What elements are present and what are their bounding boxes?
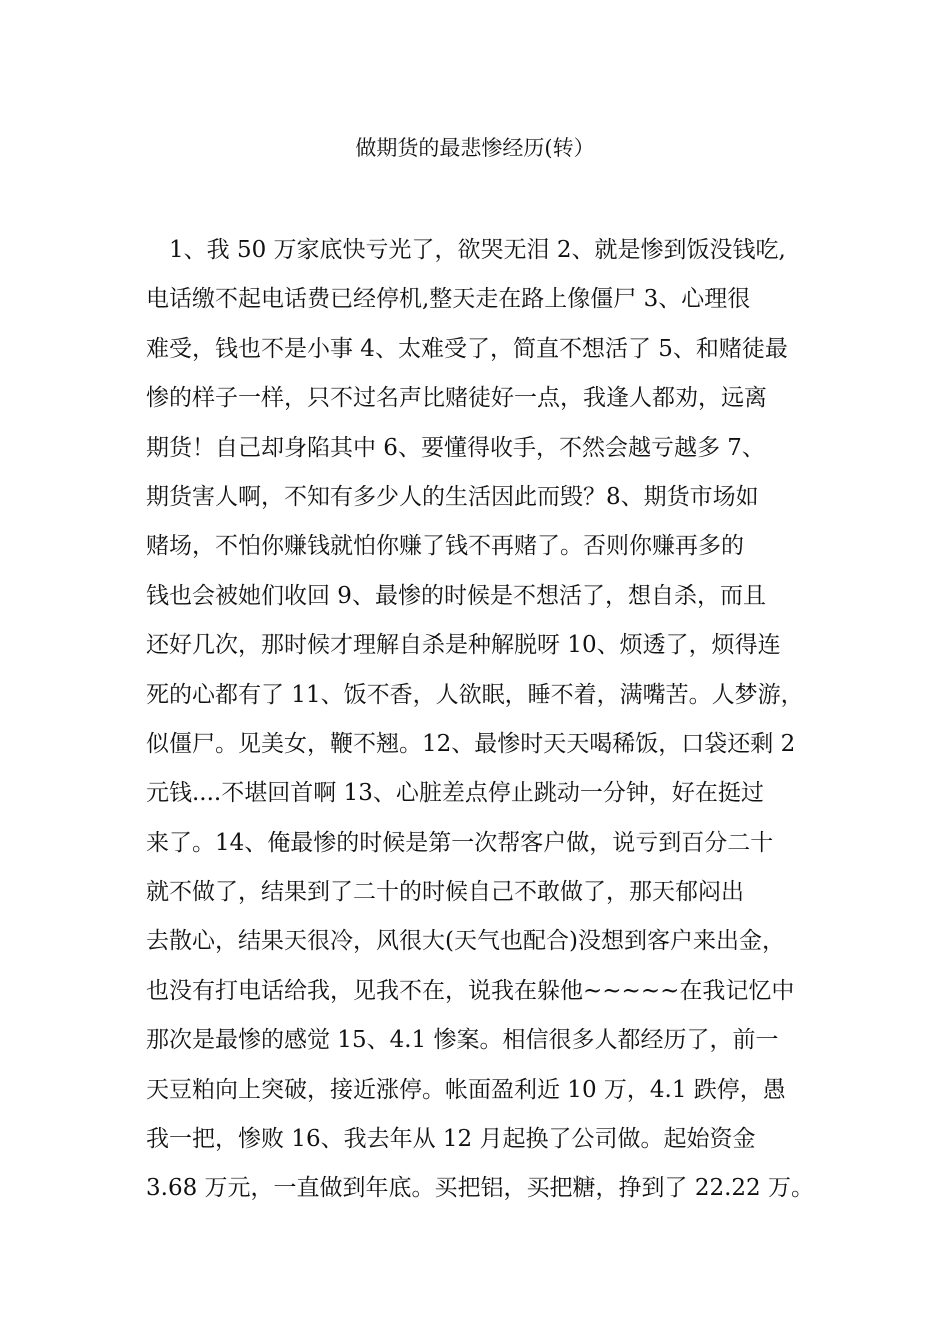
body-line: 还好几次，那时候才理解自杀是种解脱呀 10、烦透了，烦得连	[146, 632, 781, 659]
body-line: 去散心，结果天很冷，风很大(天气也配合)没想到客户来出金，	[146, 928, 785, 955]
body-line: 赌场，不怕你赚钱就怕你赚了钱不再赌了。否则你赚再多的	[146, 533, 744, 560]
body-line: 惨的样子一样，只不过名声比赌徒好一点，我逢人都劝，远离	[146, 385, 767, 412]
body-line: 似僵尸。见美女，鞭不翘。12、最惨时天天喝稀饭，口袋还剩 2	[146, 730, 796, 757]
body-line: 电话缴不起电话费已经停机,整天走在路上像僵尸 3、心理很	[146, 286, 751, 313]
body-line: 期货害人啊，不知有多少人的生活因此而毁？8、期货市场如	[146, 483, 759, 510]
document-body	[146, 231, 826, 1219]
body-line: 死的心都有了 11、饭不香，人欲眠，睡不着，满嘴苦。人梦游，	[146, 681, 804, 708]
body-line: 天豆粕向上突破，接近涨停。帐面盈利近 10 万，4.1 跌停，愚	[146, 1076, 786, 1103]
body-line: 钱也会被她们收回 9、最惨的时候是不想活了，想自杀，而且	[146, 582, 766, 609]
body-line: 那次是最惨的感觉 15、4.1 惨案。相信很多人都经历了，前一	[146, 1027, 779, 1054]
body-line: 1、我 50 万家底快亏光了，欲哭无泪 2、就是惨到饭没钱吃,	[169, 237, 786, 263]
body-line: 来了。14、俺最惨的时候是第一次帮客户做，说亏到百分二十	[146, 829, 774, 856]
document-title: 做期货的最悲惨经历(转）	[355, 136, 595, 160]
body-line: 就不做了，结果到了二十的时候自己不敢做了，那天郁闷出	[146, 879, 744, 906]
body-line: 元钱....不堪回首啊 13、心脏差点停止跳动一分钟，好在挺过	[146, 780, 764, 807]
body-line: 我一把，惨败 16、我去年从 12 月起换了公司做。起始资金	[146, 1126, 756, 1153]
body-line: 3.68 万元，一直做到年底。买把铝，买把糖，挣到了 22.22 万。	[146, 1175, 814, 1202]
body-line: 期货！自己却身陷其中 6、要懂得收手，不然会越亏越多 7、	[146, 434, 765, 461]
body-line: 难受，钱也不是小事 4、太难受了，简直不想活了 5、和赌徒最	[146, 335, 788, 362]
body-line: 也没有打电话给我，见我不在，说我在躲他~~~~~在我记忆中	[146, 977, 795, 1004]
